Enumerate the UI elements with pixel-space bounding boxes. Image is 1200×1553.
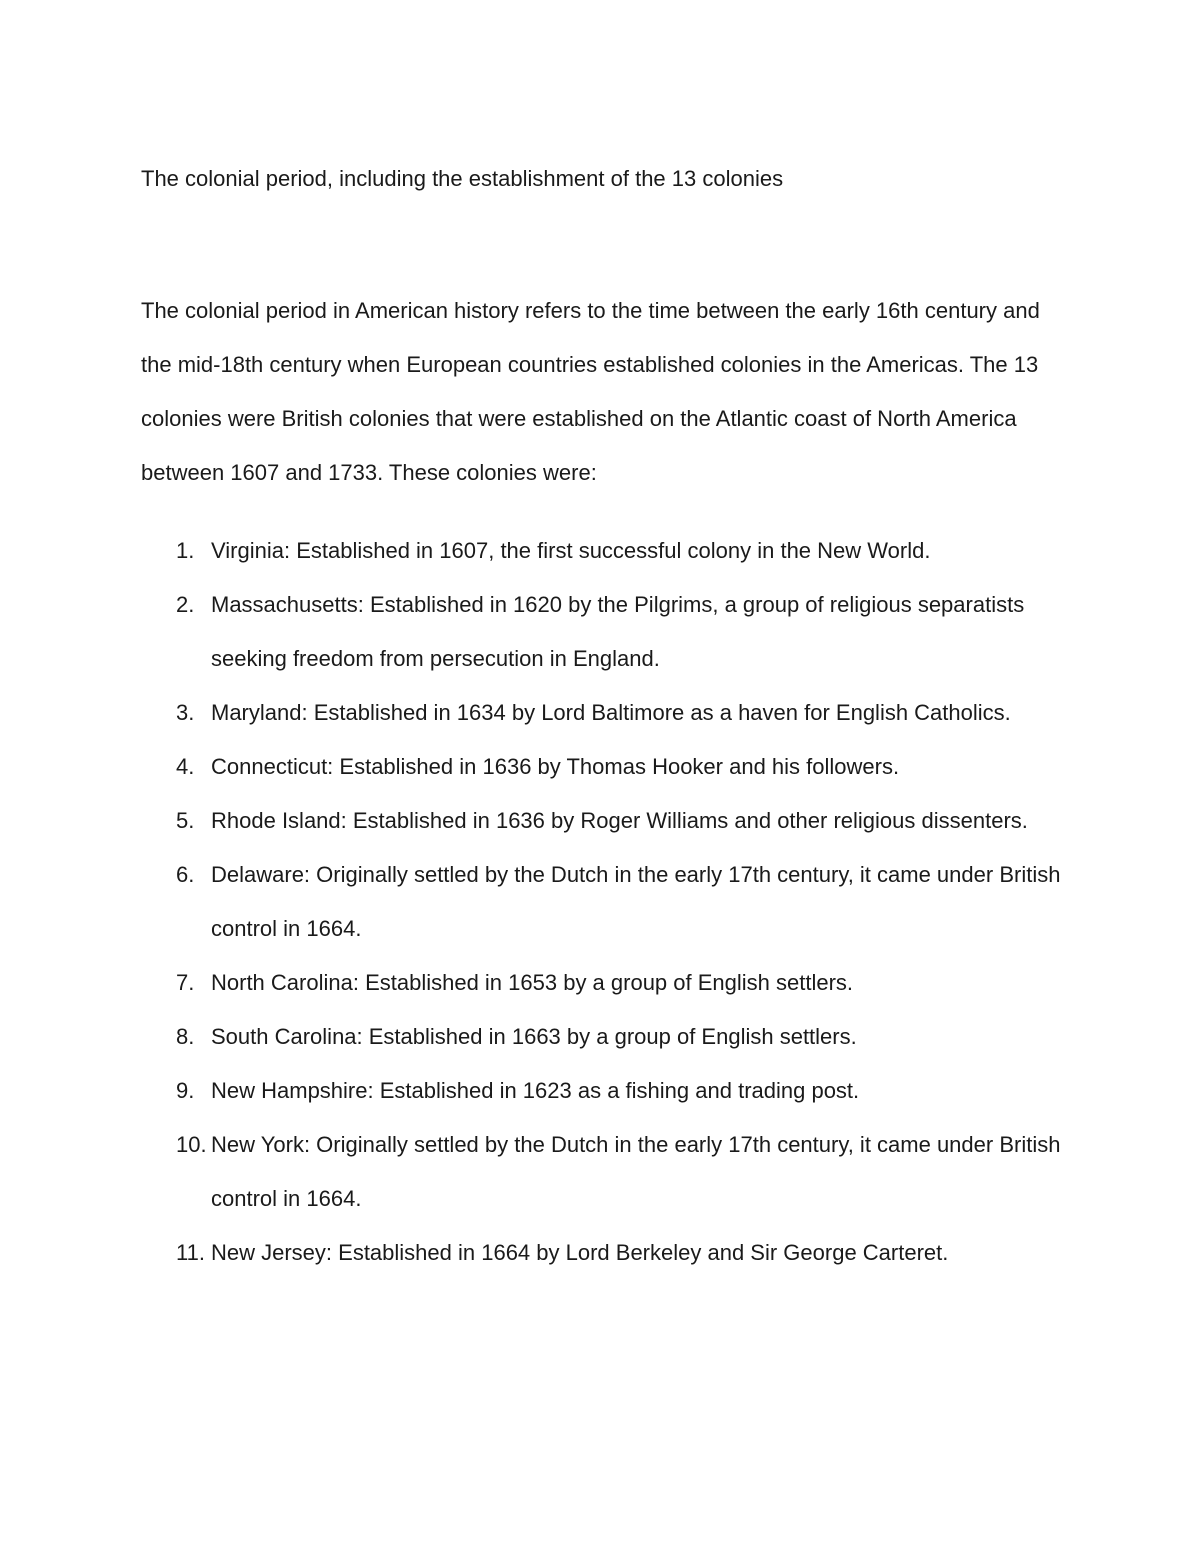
list-item bbox=[0, 956, 1061, 1010]
list-item bbox=[0, 578, 1061, 686]
list-item-number: 4. bbox=[176, 754, 195, 779]
list-item-text: Delaware: Originally settled by the Dutch in the early 17th century, it came under British control in 1664. bbox=[211, 862, 1061, 941]
list-item-number: 9. bbox=[176, 1078, 195, 1103]
colony-list bbox=[0, 524, 1200, 1280]
document-title: The colonial period, including the establishment of the 13 colonies bbox=[141, 166, 784, 191]
list-item-number: 8. bbox=[176, 1024, 195, 1049]
list-item-text: New Hampshire: Established in 1623 as a fishing and trading post. bbox=[211, 1078, 860, 1103]
list-item bbox=[0, 1226, 1061, 1280]
list-item-number: 7. bbox=[176, 970, 195, 995]
list-item bbox=[0, 848, 1061, 956]
list-item-text: South Carolina: Established in 1663 by a group of English settlers. bbox=[211, 1024, 857, 1049]
list-item-number: 2. bbox=[176, 592, 195, 617]
list-item bbox=[0, 524, 1061, 578]
list-item-text: New Jersey: Established in 1664 by Lord Berkeley and Sir George Carteret. bbox=[211, 1240, 949, 1265]
list-item-number: 5. bbox=[176, 808, 195, 833]
list-item-number: 10. bbox=[176, 1132, 207, 1157]
list-item-text: Rhode Island: Established in 1636 by Roger Williams and other religious dissenters. bbox=[211, 808, 1028, 833]
list-item-text: Virginia: Established in 1607, the first successful colony in the New World. bbox=[211, 538, 931, 563]
list-item-number: 3. bbox=[176, 700, 195, 725]
list-item-text: Massachusetts: Established in 1620 by the Pilgrims, a group of religious separatists seeking freedom from persecution in England. bbox=[211, 592, 1025, 671]
list-item-text: North Carolina: Established in 1653 by a group of English settlers. bbox=[211, 970, 854, 995]
list-item-text: Connecticut: Established in 1636 by Thomas Hooker and his followers. bbox=[211, 754, 900, 779]
list-item bbox=[0, 1064, 1061, 1118]
list-item bbox=[0, 740, 1061, 794]
list-item bbox=[0, 1118, 1061, 1226]
intro-paragraph: The colonial period in American history refers to the time between the early 16th century and the mid-18th century when European countries established colonies in the Americas. The 13 colonies were British colonies that were established on the Atlantic coast of North America between 1607 and 1733. These colonies were: bbox=[141, 298, 1040, 485]
list-item-text: New York: Originally settled by the Dutch in the early 17th century, it came under British control in 1664. bbox=[211, 1132, 1061, 1211]
list-item-number: 11. bbox=[176, 1240, 205, 1265]
list-item-text: Maryland: Established in 1634 by Lord Baltimore as a haven for English Catholics. bbox=[211, 700, 1011, 725]
list-item-number: 1. bbox=[176, 538, 195, 563]
list-item-number: 6. bbox=[176, 862, 195, 887]
list-item bbox=[0, 794, 1061, 848]
list-item bbox=[0, 1010, 1061, 1064]
list-item bbox=[0, 686, 1061, 740]
